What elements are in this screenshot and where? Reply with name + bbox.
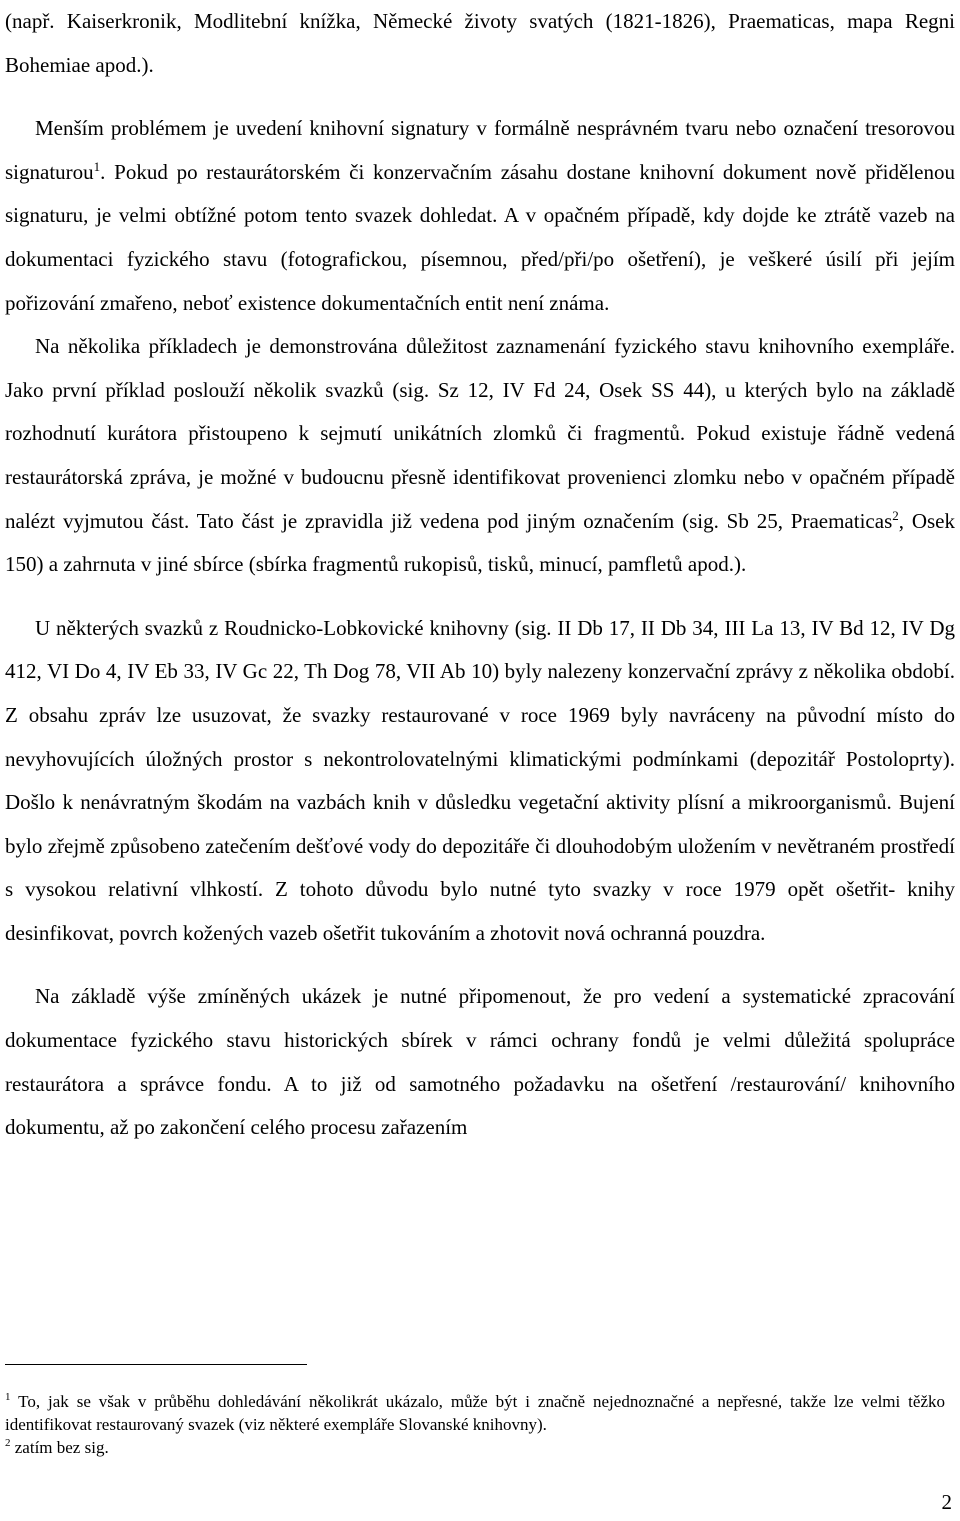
footnote-number: 2 bbox=[5, 1437, 11, 1449]
paragraph-text: U některých svazků z Roudnicko-Lobkovické knihovny (sig. II Db 17, II Db 34, III La 13, IV Bd 12, IV Dg 412, VI Do 4, IV Eb 33, IV Gc 22, Th Dog 78, VII Ab 10) byly nalezeny konzervační zprávy z několika období. Z obsahu zpráv lze usuzovat, že svazky restaurované v roce 1969 byly navráceny na původní místo do nevyhovujících úložných prostor s nekontrolovatelnými klimatickými podmínkami (depozitář Postoloprty). Došlo k nenávratným škodám na vazbách knih v důsledku vegetační aktivity plísní a mikroorganismů. Bujení bylo zřejmě způsobeno zatečením dešťové vody do depozitáře či dlouhodobým uložením v nevětraném prostředí s vysokou relativní vlhkostí. Z tohoto důvodu bylo nutné tyto svazky v roce 1979 opět ošetřit- knihy desinfikovat, povrch kožených vazeb ošetřit tukováním a zhotovit nová ochranná pouzdra. bbox=[5, 615, 955, 945]
footnote-ref-2: 2 bbox=[892, 507, 899, 523]
paragraph-examples bbox=[5, 325, 955, 587]
paragraph-conclusion bbox=[5, 975, 955, 1149]
page-number: 2 bbox=[941, 1490, 952, 1514]
footnote-1 bbox=[5, 1390, 945, 1436]
paragraph-text: . Pokud po restaurátorském či konzervačním zásahu dostane knihovní dokument nově přidělenou signaturu, je velmi obtížné potom tento svazek dohledat. A v opačném případě, kdy dojde ke ztrátě vazeb na dokumentaci fyzického stavu (fotografickou, písemnou, před/při/po ošetření), je veškeré úsilí při jejím pořizování zmařeno, neboť existence dokumentačních entit není známa. bbox=[5, 159, 955, 315]
paragraph-text: Na základě výše zmíněných ukázek je nutné připomenout, že pro vedení a systematické zpracování dokumentace fyzického stavu historických sbírek v rámci ochrany fondů je velmi důležitá spolupráce restaurátora a správce fondu. A to již od samotného požadavku na ošetření /restaurování/ knihovního dokumentu, až po zakončení celého procesu zařazením bbox=[5, 984, 955, 1140]
paragraph-text: (např. Kaiserkronik, Modlitební knížka, Německé životy svatých (1821-1826), Praematicas, mapa Regni Bohemiae apod.). bbox=[5, 9, 955, 77]
paragraph-text: , Osek 150) a zahrnuta v jiné sbírce (sbírka fragmentů rukopisů, tisků, minucí, pamfletů apod.). bbox=[5, 508, 955, 577]
footnote-2 bbox=[5, 1436, 945, 1459]
footnote-number: 1 bbox=[5, 1391, 11, 1403]
paragraph-continuation bbox=[5, 0, 955, 87]
paragraph-signatures bbox=[5, 107, 955, 325]
body-text bbox=[5, 0, 955, 1150]
footnote-text: To, jak se však v průběhu dohledávání několikrát ukázalo, může být i značně nejednoznačné a nepřesné, takže lze velmi těžko identifikovat restaurovaný svazek (viz některé exempláře Slovanské knihovny). bbox=[5, 1392, 945, 1434]
paragraph-text: Na několika příkladech je demonstrována důležitost zaznamenání fyzického stavu knihovního exempláře. Jako první příklad poslouží několik svazků (sig. Sz 12, IV Fd 24, Osek SS 44), u kterých bylo na základě rozhodnutí kurátora přistoupeno k sejmutí unikátních zlomků či fragmentů. Pokud existuje řádně vedená restaurátorská zpráva, je možné v budoucnu přesně identifikovat provenienci zlomku nebo v opačném případě nalézt vyjmutou část. Tato část je zpravidla již vedena pod jiným označením (sig. Sb 25, Praematicas bbox=[5, 334, 955, 533]
footnote-separator bbox=[5, 1364, 307, 1365]
footnote-ref-1: 1 bbox=[93, 158, 101, 174]
footnote-text: zatím bez sig. bbox=[10, 1438, 109, 1457]
paragraph-text: Menším problémem je uvedení knihovní signatury v formálně nesprávném tvaru nebo označení tresorovou signaturou bbox=[5, 116, 955, 184]
paragraph-roudnice-library bbox=[5, 607, 955, 956]
footnotes bbox=[5, 1390, 945, 1459]
